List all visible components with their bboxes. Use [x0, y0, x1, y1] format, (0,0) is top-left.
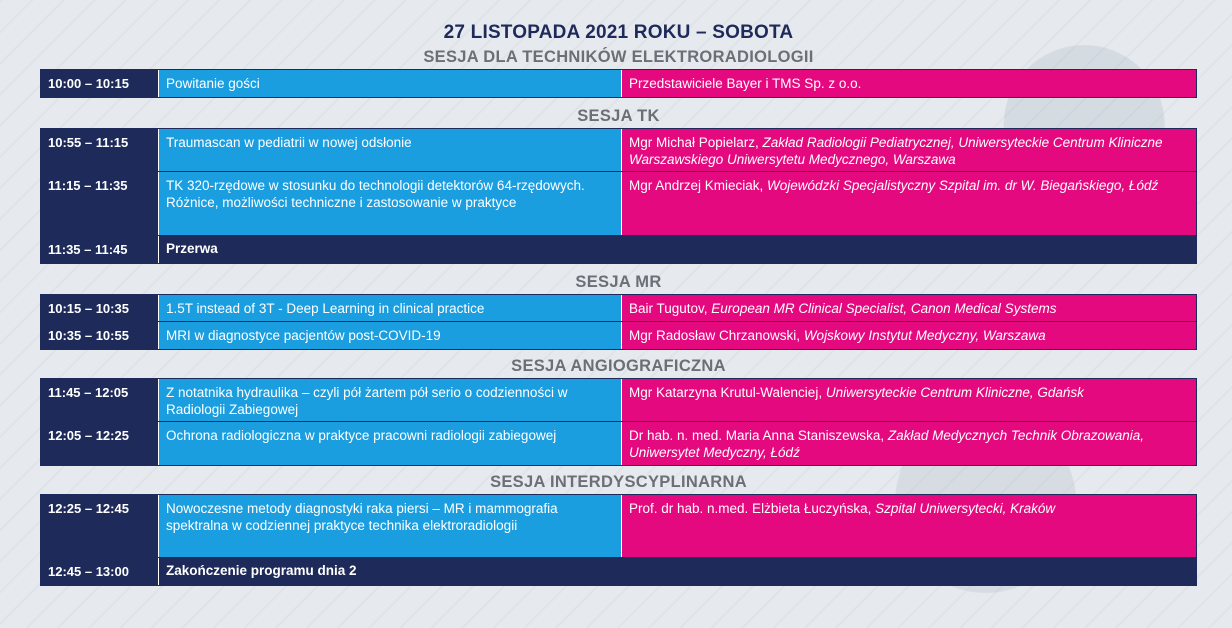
row-time: 11:45 – 12:05	[41, 379, 158, 421]
schedule-row	[40, 69, 1197, 98]
speaker-affiliation: Wojskowy Instytut Medyczny, Warszawa	[803, 328, 1046, 343]
row-time: 12:05 – 12:25	[41, 422, 158, 465]
row-time: 12:25 – 12:45	[41, 495, 158, 557]
speaker-affiliation: Uniwersyteckie Centrum Kliniczne, Gdańsk	[825, 385, 1084, 400]
schedule-row	[40, 294, 1197, 322]
row-topic: MRI w diagnostyce pacjentów post-COVID-19	[158, 322, 622, 349]
row-topic: Z notatnika hydraulika – czyli pół żartem pół serio o codzienności w Radiologii Zabiegowej	[158, 379, 622, 421]
schedule-row	[40, 422, 1197, 466]
speaker-name: Prof. dr hab. n.med. Elżbieta Łuczyńska,	[629, 501, 876, 516]
section-heading: SESJA TK	[577, 107, 660, 125]
schedule-row	[40, 322, 1197, 350]
row-time: 11:15 – 11:35	[41, 172, 158, 235]
speaker-name: Mgr Katarzyna Krutul-Walenciej,	[629, 385, 826, 400]
row-speaker	[622, 70, 1196, 97]
speaker-name: Mgr Radosław Chrzanowski,	[629, 328, 804, 343]
row-topic: Powitanie gości	[158, 70, 622, 97]
speaker-name: Przedstawiciele Bayer i TMS Sp. z o.o.	[629, 76, 862, 91]
row-time: 10:35 – 10:55	[41, 322, 158, 349]
row-speaker	[622, 129, 1196, 171]
schedule-row	[40, 378, 1197, 422]
row-speaker	[622, 172, 1196, 235]
break-row	[40, 558, 1197, 586]
row-topic: Nowoczesne metody diagnostyki raka piersi – MR i mammografia spektralna w codziennej praktyce technika elektroradiologii	[158, 495, 622, 557]
row-speaker	[622, 422, 1196, 465]
speaker-name: Mgr Andrzej Kmieciak,	[629, 178, 768, 193]
section-heading: SESJA ANGIOGRAFICZNA	[511, 357, 726, 375]
speaker-affiliation: Zakład Radiologii Pediatrycznej, Uniwersyteckie Centrum Kliniczne Warszawskiego Uniwersytetu Medycznego, Warszawa	[629, 135, 1163, 167]
row-topic: TK 320-rzędowe w stosunku do technologii detektorów 64-rzędowych. Różnice, możliwości techniczne i zastosowanie w praktyce	[158, 172, 622, 235]
break-label: Przerwa	[158, 236, 1196, 263]
schedule-row	[40, 172, 1197, 236]
row-topic: Traumascan w pediatrii w nowej odsłonie	[158, 129, 622, 171]
day-title: 27 LISTOPADA 2021 ROKU – SOBOTA	[443, 22, 794, 43]
section-heading: SESJA MR	[575, 273, 662, 291]
row-topic: Ochrona radiologiczna w praktyce pracowni radiologii zabiegowej	[158, 422, 622, 465]
speaker-affiliation: Wojewódzki Specjalistyczny Szpital im. dr W. Biegańskiego, Łódź	[767, 178, 1159, 193]
row-speaker	[622, 495, 1196, 557]
speaker-affiliation: Zakład Medycznych Technik Obrazowania, Uniwersytet Medyczny, Łódź	[629, 428, 1144, 460]
break-label: Zakończenie programu dnia 2	[158, 558, 1196, 585]
section-heading: SESJA INTERDYSCYPLINARNA	[490, 473, 747, 491]
schedule-row	[40, 128, 1197, 172]
row-speaker	[622, 379, 1196, 421]
row-speaker	[622, 295, 1196, 321]
row-speaker	[622, 322, 1196, 349]
break-time: 11:35 – 11:45	[41, 236, 158, 263]
speaker-affiliation: Szpital Uniwersytecki, Kraków	[875, 501, 1056, 516]
schedule-row	[40, 494, 1197, 558]
row-time: 10:55 – 11:15	[41, 129, 158, 171]
section-heading: SESJA DLA TECHNIKÓW ELEKTRORADIOLOGII	[423, 48, 814, 66]
row-time: 10:15 – 10:35	[41, 295, 158, 321]
schedule	[40, 0, 1197, 586]
speaker-name: Bair Tugutov,	[629, 301, 712, 316]
row-topic: 1.5T instead of 3T - Deep Learning in clinical practice	[158, 295, 622, 321]
row-time: 10:00 – 10:15	[41, 70, 158, 97]
break-time: 12:45 – 13:00	[41, 558, 158, 585]
break-row	[40, 236, 1197, 264]
speaker-affiliation: European MR Clinical Specialist, Canon Medical Systems	[711, 301, 1057, 316]
speaker-name: Mgr Michał Popielarz,	[629, 135, 763, 150]
speaker-name: Dr hab. n. med. Maria Anna Staniszewska,	[629, 428, 888, 443]
